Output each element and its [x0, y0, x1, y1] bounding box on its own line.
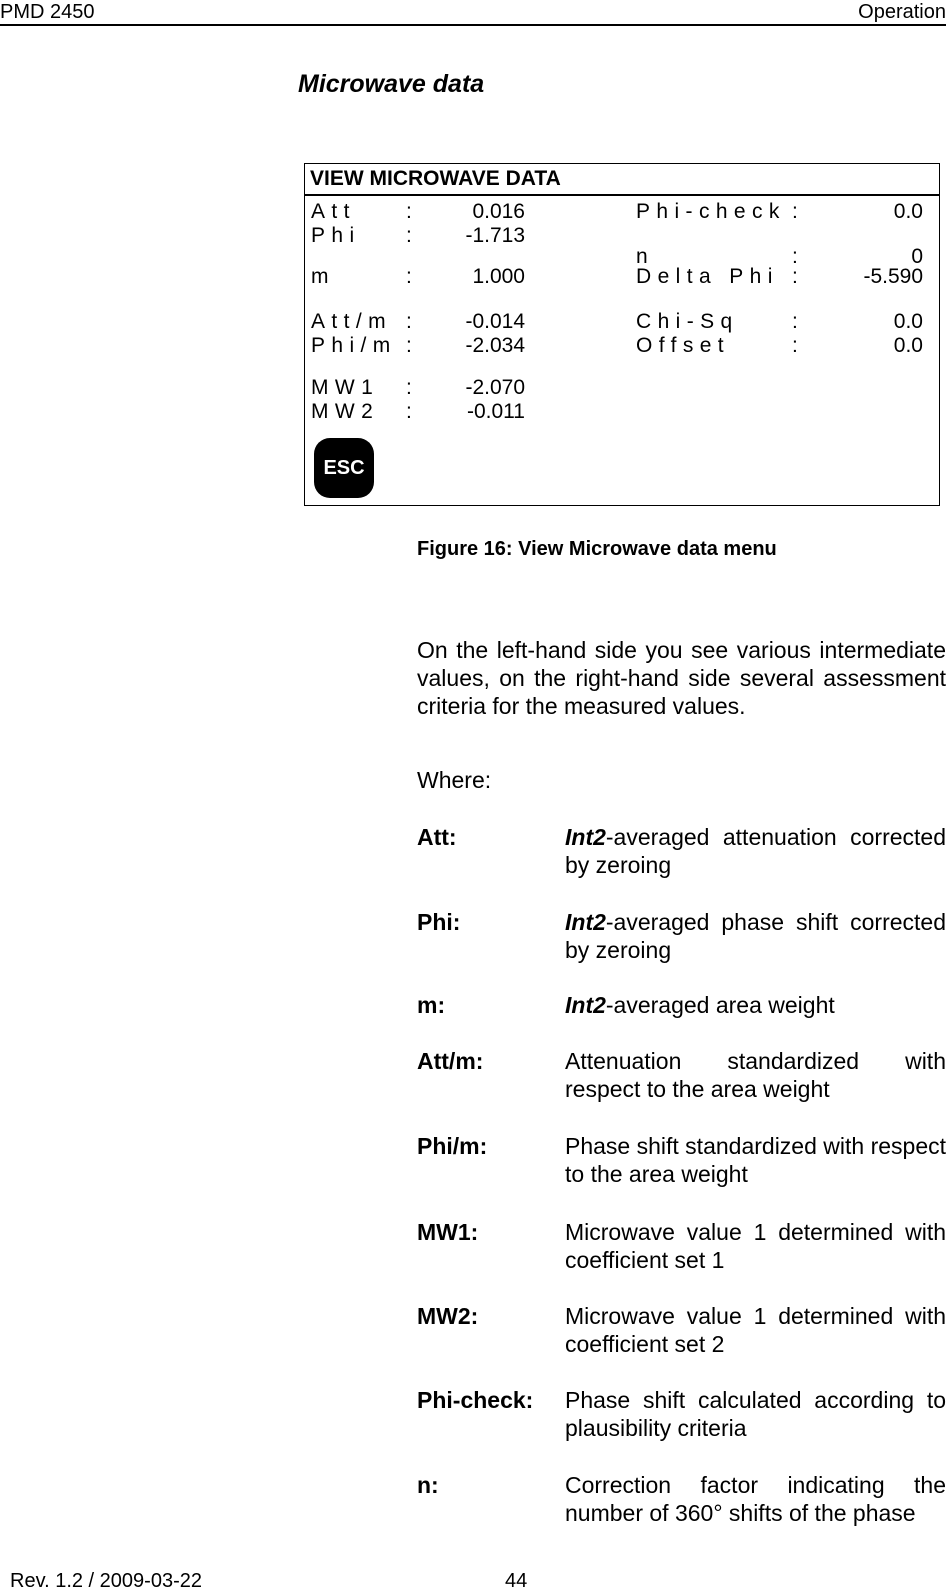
definition-text: Int2-averaged phase shift corrected by zeroing — [565, 909, 946, 963]
definition-term: MW2: — [417, 1303, 479, 1329]
right-sep: : — [792, 245, 805, 268]
header-divider — [0, 24, 946, 26]
left-sep: : — [406, 334, 419, 357]
footer-page-number: 44 — [505, 1570, 528, 1592]
definition-term: Att/m: — [417, 1048, 484, 1074]
left-sep: : — [406, 200, 419, 223]
right-sep: : — [792, 265, 805, 288]
right-value-offset: 0.0 — [893, 334, 923, 357]
definition-text: Microwave value 1 determined with coefficient set 2 — [565, 1303, 946, 1357]
left-label-m: m — [311, 265, 335, 288]
right-value-n: 0 — [911, 245, 923, 268]
right-sep: : — [792, 310, 805, 333]
definition-text: Int2-averaged attenuation corrected by zeroing — [565, 824, 946, 878]
right-label-delta-phi: Delta Phi — [636, 265, 779, 288]
right-value-delta-phi: -5.590 — [863, 265, 923, 288]
left-label-phi-m: Phi/m — [311, 334, 397, 357]
definition-term: Phi: — [417, 909, 461, 935]
right-label-phi-check: Phi-check — [636, 200, 786, 223]
esc-button[interactable]: ESC — [314, 438, 374, 498]
right-label-offset: Offset — [636, 334, 731, 357]
left-sep: : — [406, 224, 419, 247]
definition-emphasis: Int2 — [565, 992, 606, 1018]
definition-term: Phi-check: — [417, 1387, 534, 1413]
definition-text: Phase shift standardized with respect to the area weight — [565, 1133, 946, 1187]
right-value-phi-check: 0.0 — [893, 200, 923, 223]
definition-term: MW1: — [417, 1219, 479, 1245]
definition-emphasis: Int2 — [565, 909, 606, 935]
left-sep: : — [406, 376, 419, 399]
left-value-phi: -1.713 — [465, 224, 525, 247]
left-value-att: 0.016 — [472, 200, 525, 223]
left-label-mw2: MW2 — [311, 400, 380, 423]
figure-caption: Figure 16: View Microwave data menu — [417, 538, 777, 560]
definition-text: Phase shift calculated according to plausibility criteria — [565, 1387, 946, 1441]
left-sep: : — [406, 265, 419, 288]
definition-text: Microwave value 1 determined with coefficient set 1 — [565, 1219, 946, 1273]
left-sep: : — [406, 310, 419, 333]
left-value-phi-m: -2.034 — [465, 334, 525, 357]
microwave-data-screen — [304, 163, 940, 506]
intro-paragraph: On the left-hand side you see various intermediate values, on the right-hand side several assessment criteria for the measured values. — [417, 637, 946, 719]
definition-term: Phi/m: — [417, 1133, 488, 1159]
left-value-m: 1.000 — [472, 265, 525, 288]
left-label-phi: Phi — [311, 224, 361, 247]
right-value-chi-sq: 0.0 — [893, 310, 923, 333]
left-sep: : — [406, 400, 419, 423]
section-title: Microwave data — [298, 70, 485, 98]
header-title: PMD 2450 — [0, 1, 95, 23]
right-sep: : — [792, 334, 805, 357]
left-value-att-m: -0.014 — [465, 310, 525, 333]
screen-title-divider — [305, 194, 939, 196]
definition-term: m: — [417, 992, 446, 1018]
footer-revision: Rev. 1.2 / 2009-03-22 — [10, 1570, 202, 1592]
left-value-mw1: -2.070 — [465, 376, 525, 399]
definition-term: Att: — [417, 824, 457, 850]
definition-emphasis: Int2 — [565, 824, 606, 850]
header-section: Operation — [858, 1, 946, 23]
left-label-att: Att — [311, 200, 356, 223]
left-label-mw1: MW1 — [311, 376, 380, 399]
definition-text: Correction factor indicating the number of 360° shifts of the phase — [565, 1472, 946, 1526]
right-label-chi-sq: Chi-Sq — [636, 310, 739, 333]
definition-text: Int2-averaged area weight — [565, 992, 835, 1018]
right-label-n: n — [636, 245, 655, 268]
screen-title: VIEW MICROWAVE DATA — [310, 167, 561, 190]
where-label: Where: — [417, 767, 492, 793]
left-label-att-m: Att/m — [311, 310, 393, 333]
definition-text: Attenuation standardized with respect to the area weight — [565, 1048, 946, 1102]
right-sep: : — [792, 200, 805, 223]
left-value-mw2: -0.011 — [467, 400, 525, 423]
definition-term: n: — [417, 1472, 439, 1498]
